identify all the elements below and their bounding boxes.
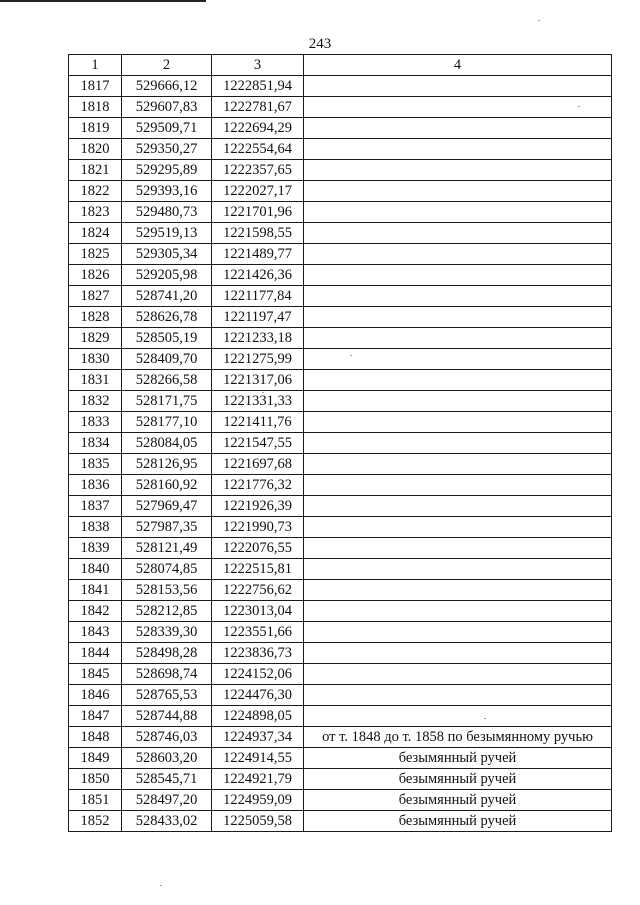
cell-description — [304, 160, 612, 181]
cell-description — [304, 643, 612, 664]
table-row — [69, 790, 612, 811]
cell-description — [304, 475, 612, 496]
cell-description — [304, 496, 612, 517]
cell-y-coordinate: 1221990,73 — [212, 517, 304, 538]
cell-y-coordinate: 1221489,77 — [212, 244, 304, 265]
cell-y-coordinate: 1221177,84 — [212, 286, 304, 307]
cell-description — [304, 370, 612, 391]
coordinates-table — [68, 54, 612, 832]
cell-x-coordinate: 529305,34 — [122, 244, 212, 265]
cell-x-coordinate: 528212,85 — [122, 601, 212, 622]
cell-y-coordinate: 1222756,62 — [212, 580, 304, 601]
cell-description — [304, 97, 612, 118]
table-row — [69, 517, 612, 538]
cell-y-coordinate: 1224921,79 — [212, 769, 304, 790]
cell-point-number: 1825 — [69, 244, 122, 265]
cell-description — [304, 538, 612, 559]
cell-y-coordinate: 1224152,06 — [212, 664, 304, 685]
header-col-3: 3 — [212, 55, 304, 76]
cell-description — [304, 601, 612, 622]
cell-x-coordinate: 528339,30 — [122, 622, 212, 643]
table-row — [69, 580, 612, 601]
cell-point-number: 1845 — [69, 664, 122, 685]
cell-y-coordinate: 1222076,55 — [212, 538, 304, 559]
cell-x-coordinate: 528074,85 — [122, 559, 212, 580]
cell-y-coordinate: 1223836,73 — [212, 643, 304, 664]
cell-y-coordinate: 1221275,99 — [212, 349, 304, 370]
cell-point-number: 1827 — [69, 286, 122, 307]
cell-point-number: 1823 — [69, 202, 122, 223]
cell-point-number: 1837 — [69, 496, 122, 517]
cell-description — [304, 328, 612, 349]
cell-point-number: 1841 — [69, 580, 122, 601]
cell-description — [304, 412, 612, 433]
cell-x-coordinate: 527987,35 — [122, 517, 212, 538]
table-row — [69, 181, 612, 202]
table-row — [69, 307, 612, 328]
table-row — [69, 706, 612, 727]
table-row — [69, 160, 612, 181]
cell-description — [304, 706, 612, 727]
scan-speck — [578, 106, 580, 107]
cell-point-number: 1831 — [69, 370, 122, 391]
table-row — [69, 223, 612, 244]
cell-x-coordinate: 528126,95 — [122, 454, 212, 475]
cell-y-coordinate: 1222027,17 — [212, 181, 304, 202]
cell-x-coordinate: 528084,05 — [122, 433, 212, 454]
table-row — [69, 643, 612, 664]
cell-x-coordinate: 528153,56 — [122, 580, 212, 601]
cell-point-number: 1850 — [69, 769, 122, 790]
cell-point-number: 1829 — [69, 328, 122, 349]
cell-x-coordinate: 528433,02 — [122, 811, 212, 832]
table-row — [69, 811, 612, 832]
table-row — [69, 244, 612, 265]
cell-y-coordinate: 1225059,58 — [212, 811, 304, 832]
cell-x-coordinate: 527969,47 — [122, 496, 212, 517]
cell-x-coordinate: 528497,20 — [122, 790, 212, 811]
cell-y-coordinate: 1223013,04 — [212, 601, 304, 622]
cell-description — [304, 307, 612, 328]
cell-description — [304, 139, 612, 160]
table-row — [69, 412, 612, 433]
cell-point-number: 1822 — [69, 181, 122, 202]
cell-description: безымянный ручей — [304, 811, 612, 832]
table-row — [69, 433, 612, 454]
cell-description — [304, 391, 612, 412]
cell-description — [304, 223, 612, 244]
page-number: 243 — [308, 36, 332, 52]
cell-point-number: 1818 — [69, 97, 122, 118]
cell-x-coordinate: 529607,83 — [122, 97, 212, 118]
cell-description — [304, 181, 612, 202]
cell-x-coordinate: 529205,98 — [122, 265, 212, 286]
cell-description — [304, 580, 612, 601]
table-row — [69, 475, 612, 496]
cell-point-number: 1838 — [69, 517, 122, 538]
table-header-row — [69, 55, 612, 76]
cell-description — [304, 244, 612, 265]
cell-point-number: 1847 — [69, 706, 122, 727]
scan-speck — [262, 392, 264, 393]
cell-x-coordinate: 528603,20 — [122, 748, 212, 769]
header-col-2: 2 — [122, 55, 212, 76]
cell-x-coordinate: 529480,73 — [122, 202, 212, 223]
cell-description — [304, 349, 612, 370]
cell-point-number: 1824 — [69, 223, 122, 244]
cell-description: безымянный ручей — [304, 748, 612, 769]
cell-point-number: 1851 — [69, 790, 122, 811]
cell-y-coordinate: 1221926,39 — [212, 496, 304, 517]
table-row — [69, 328, 612, 349]
table-row — [69, 97, 612, 118]
cell-y-coordinate: 1223551,66 — [212, 622, 304, 643]
cell-y-coordinate: 1221317,06 — [212, 370, 304, 391]
cell-x-coordinate: 528121,49 — [122, 538, 212, 559]
cell-y-coordinate: 1222781,67 — [212, 97, 304, 118]
cell-point-number: 1843 — [69, 622, 122, 643]
cell-point-number: 1836 — [69, 475, 122, 496]
table-row — [69, 685, 612, 706]
table-body — [69, 76, 612, 832]
cell-description — [304, 622, 612, 643]
table-row — [69, 370, 612, 391]
cell-y-coordinate: 1221547,55 — [212, 433, 304, 454]
cell-description — [304, 664, 612, 685]
cell-x-coordinate: 528498,28 — [122, 643, 212, 664]
table-row — [69, 265, 612, 286]
cell-y-coordinate: 1221233,18 — [212, 328, 304, 349]
cell-description — [304, 265, 612, 286]
cell-point-number: 1817 — [69, 76, 122, 97]
cell-point-number: 1820 — [69, 139, 122, 160]
cell-y-coordinate: 1222694,29 — [212, 118, 304, 139]
cell-x-coordinate: 529295,89 — [122, 160, 212, 181]
cell-x-coordinate: 528266,58 — [122, 370, 212, 391]
cell-description — [304, 202, 612, 223]
cell-x-coordinate: 528741,20 — [122, 286, 212, 307]
cell-point-number: 1832 — [69, 391, 122, 412]
table-row — [69, 496, 612, 517]
cell-y-coordinate: 1224937,34 — [212, 727, 304, 748]
cell-description — [304, 286, 612, 307]
header-col-4: 4 — [304, 55, 612, 76]
cell-y-coordinate: 1222554,64 — [212, 139, 304, 160]
cell-description — [304, 454, 612, 475]
cell-description — [304, 118, 612, 139]
cell-y-coordinate: 1221331,33 — [212, 391, 304, 412]
cell-point-number: 1852 — [69, 811, 122, 832]
cell-y-coordinate: 1224914,55 — [212, 748, 304, 769]
cell-point-number: 1819 — [69, 118, 122, 139]
cell-x-coordinate: 528160,92 — [122, 475, 212, 496]
cell-point-number: 1826 — [69, 265, 122, 286]
table-row — [69, 748, 612, 769]
cell-point-number: 1839 — [69, 538, 122, 559]
table-row — [69, 118, 612, 139]
scan-speck — [538, 20, 540, 21]
cell-point-number: 1842 — [69, 601, 122, 622]
cell-y-coordinate: 1222515,81 — [212, 559, 304, 580]
cell-y-coordinate: 1224476,30 — [212, 685, 304, 706]
scan-speck — [350, 355, 352, 356]
cell-y-coordinate: 1221426,36 — [212, 265, 304, 286]
cell-x-coordinate: 529393,16 — [122, 181, 212, 202]
cell-x-coordinate: 529519,13 — [122, 223, 212, 244]
table-row — [69, 601, 612, 622]
table-row — [69, 202, 612, 223]
cell-x-coordinate: 528765,53 — [122, 685, 212, 706]
cell-x-coordinate: 528744,88 — [122, 706, 212, 727]
cell-y-coordinate: 1224959,09 — [212, 790, 304, 811]
table-row — [69, 76, 612, 97]
scan-speck — [484, 718, 486, 719]
table-row — [69, 349, 612, 370]
cell-y-coordinate: 1221697,68 — [212, 454, 304, 475]
cell-description: от т. 1848 до т. 1858 по безымянному ручью — [304, 727, 612, 748]
cell-y-coordinate: 1221701,96 — [212, 202, 304, 223]
table-row — [69, 769, 612, 790]
table-row — [69, 559, 612, 580]
cell-x-coordinate: 529350,27 — [122, 139, 212, 160]
cell-x-coordinate: 528505,19 — [122, 328, 212, 349]
cell-y-coordinate: 1221411,76 — [212, 412, 304, 433]
cell-point-number: 1830 — [69, 349, 122, 370]
cell-y-coordinate: 1224898,05 — [212, 706, 304, 727]
table-row — [69, 139, 612, 160]
cell-description: безымянный ручей — [304, 790, 612, 811]
cell-x-coordinate: 529509,71 — [122, 118, 212, 139]
cell-point-number: 1833 — [69, 412, 122, 433]
cell-description — [304, 685, 612, 706]
cell-x-coordinate: 528409,70 — [122, 349, 212, 370]
cell-x-coordinate: 528545,71 — [122, 769, 212, 790]
cell-point-number: 1849 — [69, 748, 122, 769]
table-row — [69, 727, 612, 748]
cell-y-coordinate: 1221197,47 — [212, 307, 304, 328]
cell-description: безымянный ручей — [304, 769, 612, 790]
cell-y-coordinate: 1222851,94 — [212, 76, 304, 97]
cell-point-number: 1835 — [69, 454, 122, 475]
cell-x-coordinate: 529666,12 — [122, 76, 212, 97]
table-row — [69, 622, 612, 643]
cell-x-coordinate: 528171,75 — [122, 391, 212, 412]
table-row — [69, 391, 612, 412]
table-row — [69, 664, 612, 685]
header-col-1: 1 — [69, 55, 122, 76]
cell-x-coordinate: 528746,03 — [122, 727, 212, 748]
cell-point-number: 1848 — [69, 727, 122, 748]
cell-point-number: 1828 — [69, 307, 122, 328]
cell-y-coordinate: 1222357,65 — [212, 160, 304, 181]
cell-point-number: 1846 — [69, 685, 122, 706]
cell-point-number: 1844 — [69, 643, 122, 664]
cell-x-coordinate: 528177,10 — [122, 412, 212, 433]
cell-point-number: 1840 — [69, 559, 122, 580]
cell-description — [304, 76, 612, 97]
table-row — [69, 538, 612, 559]
cell-x-coordinate: 528626,78 — [122, 307, 212, 328]
scan-speck — [160, 885, 162, 886]
cell-description — [304, 433, 612, 454]
cell-description — [304, 517, 612, 538]
table-row — [69, 454, 612, 475]
table-row — [69, 286, 612, 307]
cell-description — [304, 559, 612, 580]
cell-y-coordinate: 1221776,32 — [212, 475, 304, 496]
cell-x-coordinate: 528698,74 — [122, 664, 212, 685]
cell-point-number: 1821 — [69, 160, 122, 181]
cell-point-number: 1834 — [69, 433, 122, 454]
cell-y-coordinate: 1221598,55 — [212, 223, 304, 244]
top-rule — [0, 0, 206, 2]
